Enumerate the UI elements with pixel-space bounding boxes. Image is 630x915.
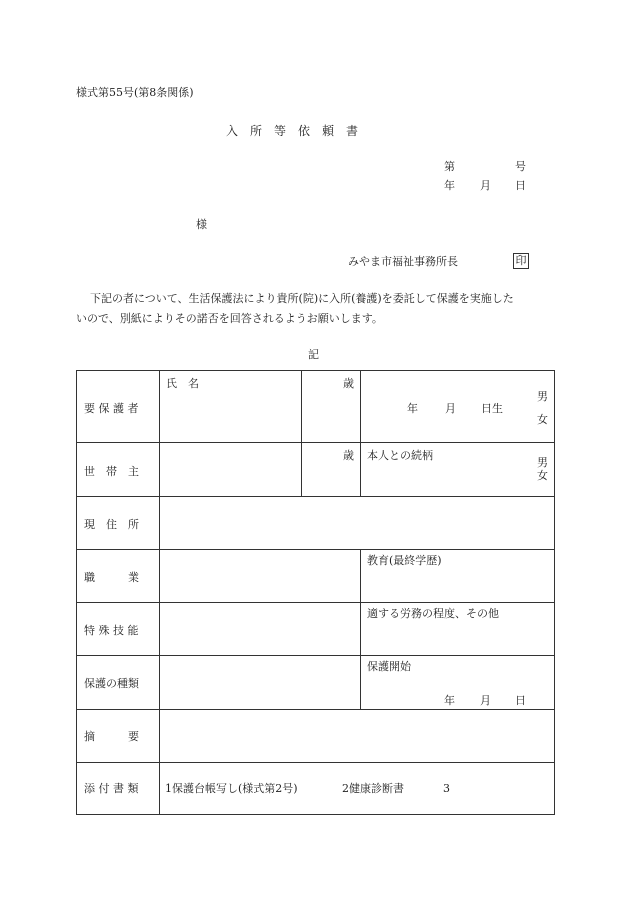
label-summary: 摘 要 <box>84 730 139 743</box>
age-unit-label: 歳 <box>343 377 354 390</box>
table-border-right <box>554 370 555 815</box>
label-householder: 世 帯 主 <box>84 465 139 478</box>
recipient-suffix: 様 <box>196 218 207 231</box>
gender-female-label: 女 <box>537 413 548 426</box>
labor-level-label: 適する労務の程度、その他 <box>367 607 499 620</box>
table-border-bottom <box>76 814 555 815</box>
row-divider <box>76 709 555 710</box>
attachment-item-1: 1保護台帳写し(様式第2号) <box>165 782 298 795</box>
name-label: 氏 名 <box>166 377 199 390</box>
seal-stamp: 印 <box>513 253 529 269</box>
label-special-skills: 特 殊 技 能 <box>84 624 139 637</box>
body-text-line-2: いので、別紙によりその諾否を回答されるようお願いします。 <box>76 312 383 325</box>
row-divider <box>76 549 555 550</box>
row-divider <box>76 762 555 763</box>
request-form-table <box>76 370 555 815</box>
attachment-item-3: 3 <box>443 782 450 795</box>
table-border-left <box>76 370 77 815</box>
birth-day-label: 日生 <box>481 402 503 415</box>
label-protection-type: 保護の種類 <box>84 677 139 690</box>
doc-number-suffix: 号 <box>515 160 526 173</box>
date-day-label: 日 <box>515 179 526 192</box>
education-label: 教育(最終学歴) <box>367 554 442 567</box>
label-protected-person: 要 保 護 者 <box>84 402 139 415</box>
label-attachments: 添 付 書 類 <box>84 782 139 795</box>
body-text-line-1: 下記の者について、生活保護法により貴所(院)に入所(養護)を委託して保護を実施した <box>90 292 514 305</box>
start-day-label: 日 <box>515 694 526 707</box>
birth-year-label: 年 <box>407 402 418 415</box>
row-divider <box>76 442 555 443</box>
row-divider <box>76 602 555 603</box>
householder-male-label: 男 <box>537 456 548 469</box>
sender-name: みやま市福祉事務所長 <box>348 255 458 268</box>
start-year-label: 年 <box>444 694 455 707</box>
date-year-label: 年 <box>444 179 455 192</box>
form-number: 様式第55号(第8条関係) <box>76 86 194 99</box>
label-column-divider <box>159 370 160 815</box>
householder-age-unit: 歳 <box>343 449 354 462</box>
label-occupation: 職 業 <box>84 571 139 584</box>
row-divider <box>76 496 555 497</box>
birth-month-label: 月 <box>445 402 456 415</box>
householder-female-label: 女 <box>537 469 548 482</box>
table-border-top <box>76 370 555 371</box>
doc-number-prefix: 第 <box>444 160 455 173</box>
attachment-item-2: 2健康診断書 <box>342 782 404 795</box>
start-month-label: 月 <box>480 694 491 707</box>
protection-start-label: 保護開始 <box>367 660 411 673</box>
right-subcolumn-divider <box>360 549 361 709</box>
gender-male-label: 男 <box>537 390 548 403</box>
date-month-label: 月 <box>480 179 491 192</box>
name-age-divider <box>301 370 302 496</box>
row-divider <box>76 655 555 656</box>
label-address: 現 住 所 <box>84 518 139 531</box>
age-birth-divider <box>360 370 361 496</box>
relation-label: 本人との続柄 <box>367 449 433 462</box>
ki-label: 記 <box>308 348 319 361</box>
document-title: 入 所 等 依 頼 書 <box>226 124 359 138</box>
